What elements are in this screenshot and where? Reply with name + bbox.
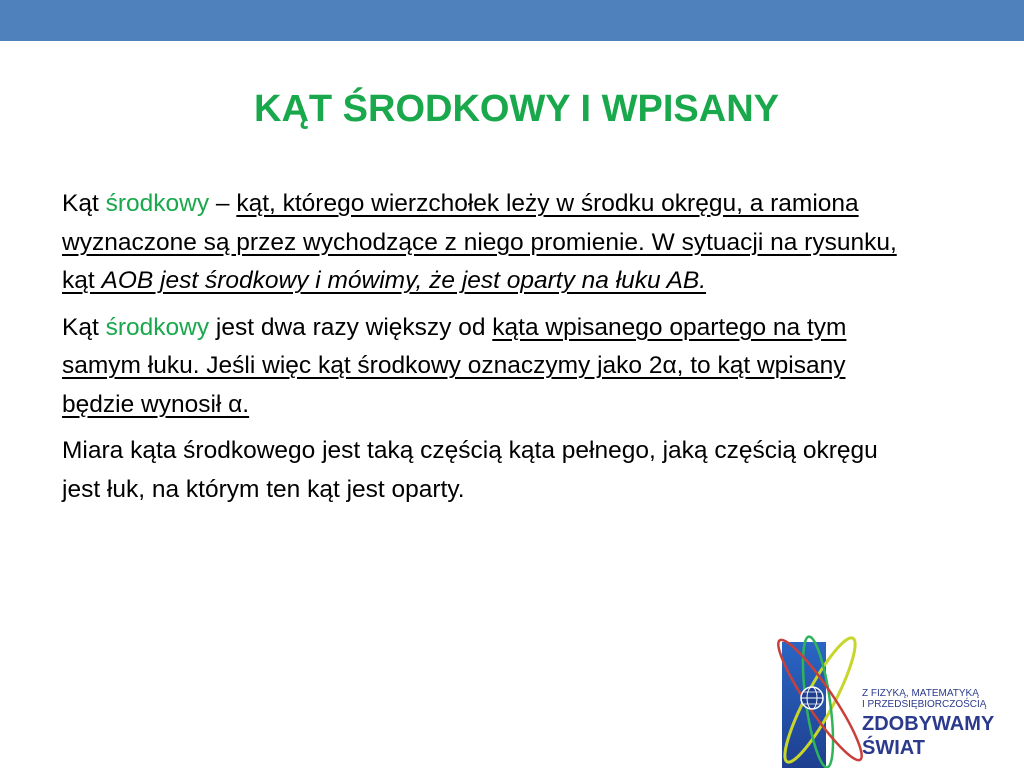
slide-title: KĄT ŚRODKOWY I WPISANY xyxy=(254,88,779,130)
globe-icon xyxy=(801,687,823,709)
p2-underlined: kąta wpisanego opartego na tym samym łuku. Jeśli więc kąt środkowy oznaczymy jako 2α, to kąt wpisany będzie wynosił α. xyxy=(62,313,847,418)
paragraph-angle-measure: Miara kąta środkowego jest taką częścią kąta pełnego, jaką częścią okręgu jest łuk, na którym ten kąt jest oparty. xyxy=(62,437,878,503)
p1-dash: – xyxy=(209,190,237,217)
logo-line1: Z FIZYKĄ, MATEMATYKĄ xyxy=(862,688,979,699)
logo-line2: I PRZEDSIĘBIORCZOŚCIĄ xyxy=(862,699,987,710)
p2-highlight: środkowy xyxy=(105,313,210,341)
logo-line3: ZDOBYWAMY xyxy=(862,713,995,735)
slide-body xyxy=(62,185,922,517)
p1-lead: Kąt xyxy=(62,190,106,217)
paragraph-angle-relation xyxy=(62,309,922,425)
paragraph-central-angle-definition xyxy=(62,185,922,301)
logo-line4: ŚWIAT xyxy=(862,737,925,759)
p1-definition-text: kąt, którego wierzchołek leży w środku okręgu, a ramiona wyznaczone są przez wychodzące z niego promienie. W sytuacji na rysunku, kąt xyxy=(62,190,897,294)
top-bar xyxy=(0,0,1024,41)
p1-definition-italic: AOB jest środkowy i mówimy, że jest oparty na łuku AB. xyxy=(101,267,707,294)
p2-lead: Kąt xyxy=(62,313,106,341)
zdobywamy-swiat-logo xyxy=(770,620,1024,768)
p2-mid: jest dwa razy większy od xyxy=(209,313,493,341)
p1-highlight: środkowy xyxy=(105,190,210,217)
